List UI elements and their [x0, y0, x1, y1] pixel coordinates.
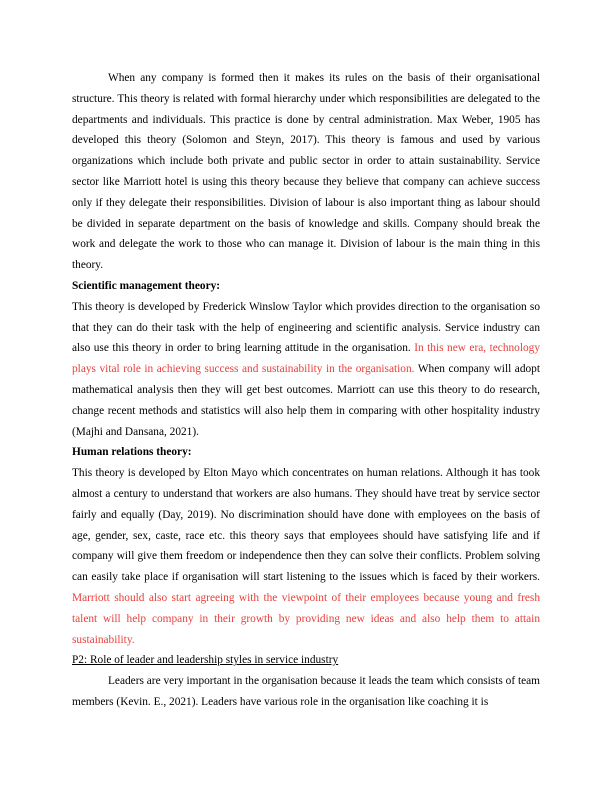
paragraph-scientific-management: [72, 297, 540, 443]
heading-scientific-management: Scientific management theory:: [72, 279, 221, 292]
document-page: [72, 68, 540, 713]
paragraph-scientific-text-1: This theory is developed by Frederick Winslow Taylor which provides direction to the organisation so that they can do their task with the help of engineering and scientific analysis. Service industry can also use this theory in order to bring learning attitude in the organisation.: [72, 300, 540, 355]
section-title-p2: [72, 650, 540, 671]
highlighted-text-marriott: Marriott should also start agreeing with the viewpoint of their employees because young and fresh talent will help company in their growth by providing new ideas and also help them to attain sustainability.: [72, 591, 540, 646]
paragraph-scientific-text-2: When company will adopt mathematical analysis then they will get best outcomes. Marriott can use this theory to do research, change recent methods and statistics will also help them in comparing with other hospitality industry (Majhi and Dansana, 2021).: [72, 363, 541, 438]
paragraph-leaders: Leaders are very important in the organisation because it leads the team which consists of team members (Kevin. E., 2021). Leaders have various role in the organisation like coaching it is: [72, 675, 540, 708]
paragraph-bureaucratic-theory: When any company is formed then it makes its rules on the basis of their organisational structure. This theory is related with formal hierarchy under which responsibilities are delegated to the departments and individuals. This practice is done by central administration. Max Weber, 1905 has developed this theory (Solomon and Steyn, 2017). This theory is famous and used by various organizations which include both private and public sector in order to attain sustainability. Service sector like Marriott hotel is using this theory because they believe that company can achieve success only if they delegate their responsibilities. Division of labour is also important thing as labour should be divided in separate department on the basis of knowledge and skills. Company should break the work and delegate the work to those who can manage it. Division of labour is the main thing in this theory.: [72, 72, 540, 272]
heading-human-relations: Human relations theory:: [72, 446, 192, 459]
highlighted-text-technology: In this new era, technology plays vital role in achieving success and sustainability in the organisation.: [72, 342, 540, 376]
section-title-text: P2: Role of leader and leadership styles in service industry: [72, 654, 339, 667]
paragraph-human-relations: [72, 463, 540, 650]
paragraph-human-text-1: This theory is developed by Elton Mayo which concentrates on human relations. Although it has took almost a century to understand that workers are also humans. They should have treat by service sector fairly and equally (Day, 2019). No discrimination should have done with employees on the basis of age, gender, sex, caste, race etc. this theory says that employees should have satisfying life and if company will give them freedom or independence then they can solve their conflicts. Problem solving can easily take place if organisation will start listening to the issues which is faced by their workers.: [72, 467, 540, 584]
